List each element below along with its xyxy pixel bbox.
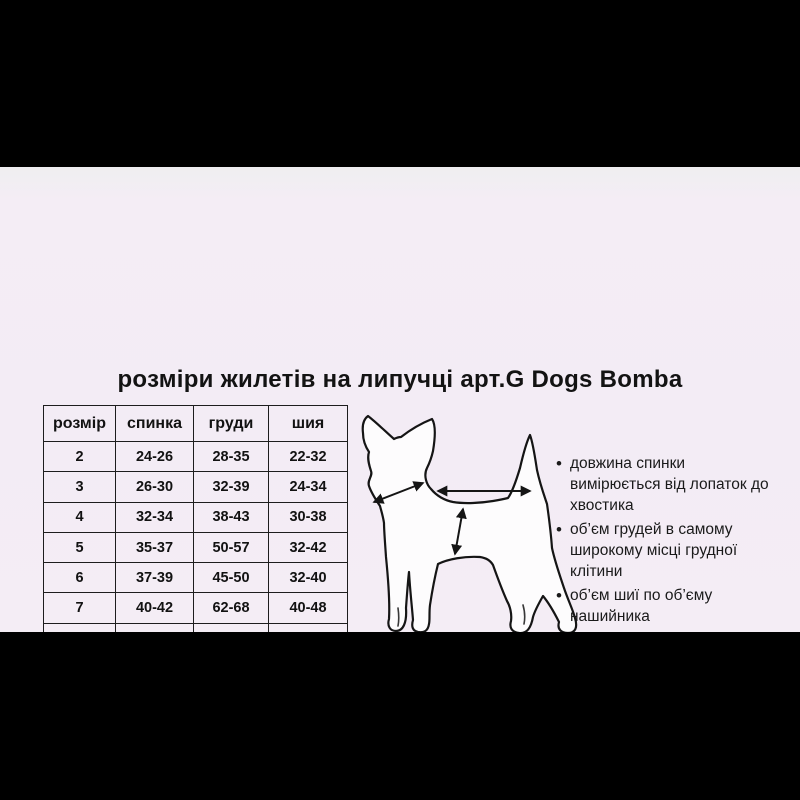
table-header-cell: груди (194, 406, 269, 442)
table-cell: 32-42 (269, 532, 348, 562)
bullet-icon: • (556, 586, 562, 605)
table-cell: 6 (44, 563, 116, 593)
table-cell: 26-30 (116, 472, 194, 502)
table-cell: 32-39 (194, 472, 269, 502)
table-row (44, 442, 348, 472)
table-cell: 32-40 (269, 563, 348, 593)
note-item (556, 453, 778, 516)
letterbox-bottom (0, 632, 800, 800)
page-title: розміри жилетів на липучці арт.G Dogs Bomba (117, 366, 683, 393)
table-cell: 45-50 (194, 563, 269, 593)
note-text: об’єм грудей в самому широкому місці грудної клітини (570, 521, 738, 580)
table-cell: 38-43 (194, 502, 269, 532)
note-text: довжина спинки вимірюється від лопаток до хвостика (570, 455, 769, 514)
table-cell: 5 (44, 532, 116, 562)
table-row (44, 502, 348, 532)
table-cell: 22-32 (269, 442, 348, 472)
dog-outline (363, 416, 576, 633)
note-item (556, 585, 778, 627)
table-header-cell: розмір (44, 406, 116, 442)
table-cell: 32-34 (116, 502, 194, 532)
table-header-cell: спинка (116, 406, 194, 442)
table-cell: 30-38 (269, 502, 348, 532)
table-cell: 3 (44, 472, 116, 502)
table-cell: 50-57 (194, 532, 269, 562)
table-row (44, 532, 348, 562)
table-cell: 37-39 (116, 563, 194, 593)
table-row (44, 593, 348, 623)
letterbox-top (0, 0, 800, 167)
table-cell: 7 (44, 593, 116, 623)
table-cell: 24-26 (116, 442, 194, 472)
content-area (0, 167, 800, 632)
table-cell: 28-35 (194, 442, 269, 472)
table-cell: 40-48 (269, 593, 348, 623)
table-row (44, 563, 348, 593)
table-cell: 35-37 (116, 532, 194, 562)
table-header-cell: шия (269, 406, 348, 442)
bullet-icon: • (556, 520, 562, 539)
measurement-notes (556, 453, 778, 630)
bullet-icon: • (556, 454, 562, 473)
table-cell: 62-68 (194, 593, 269, 623)
table-cell: 24-34 (269, 472, 348, 502)
table-cell: 2 (44, 442, 116, 472)
table-cell: 40-42 (116, 593, 194, 623)
note-text: об’єм шиї по об’єму нашийника (570, 587, 713, 625)
table-cell: 4 (44, 502, 116, 532)
note-item (556, 519, 778, 582)
table-row (44, 472, 348, 502)
table-header-row (44, 406, 348, 442)
